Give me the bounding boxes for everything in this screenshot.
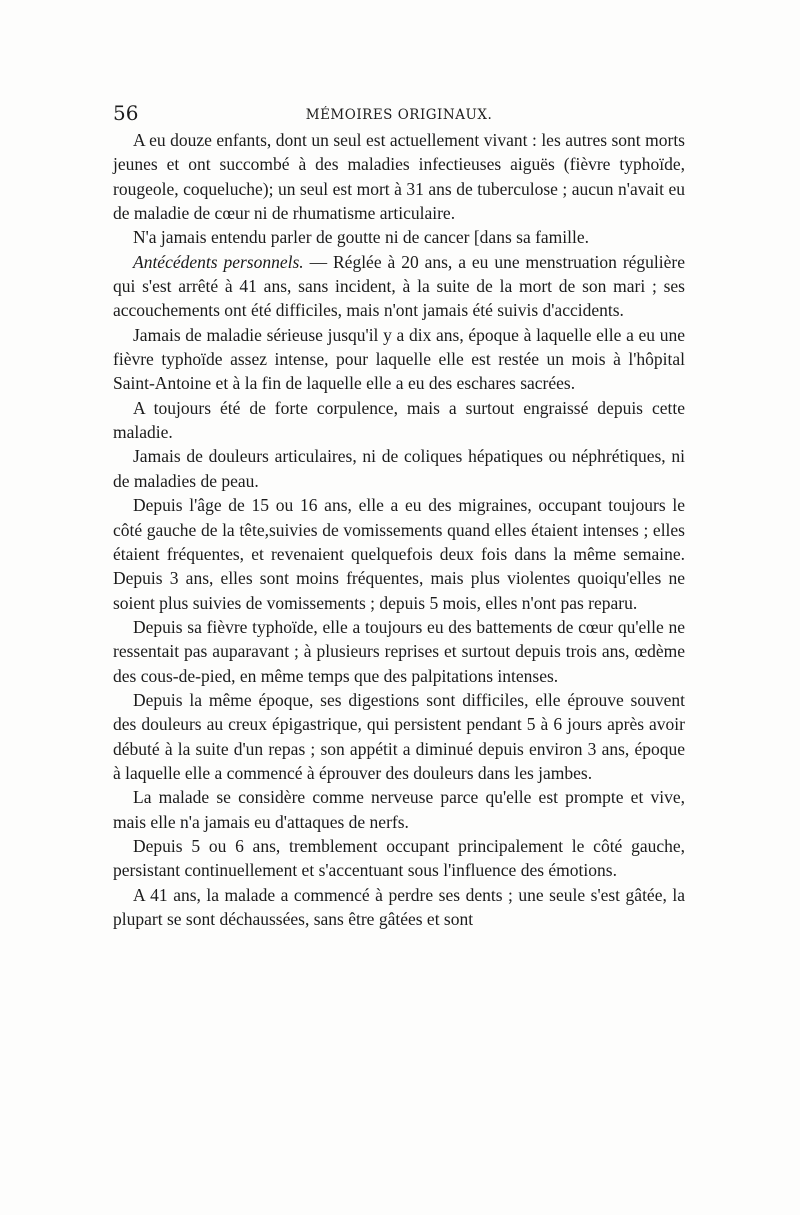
paragraph: Jamais de maladie sérieuse jusqu'il y a dix ans, époque à laquelle elle a eu une fièvre typhoïde assez intense, pour laquelle elle est restée un mois à l'hôpital Saint-Antoine et à la fin de laquelle elle a eu des eschares sacrées.: [113, 324, 685, 394]
body-text: [113, 128, 685, 931]
paragraph: Depuis sa fièvre typhoïde, elle a toujours eu des battements de cœur qu'elle ne ressentait pas auparavant ; à plusieurs reprises et surtout depuis trois ans, œdème des cous-de-pied, en même temps que des palpitations intenses.: [113, 616, 685, 686]
page-number: 56: [113, 101, 139, 125]
paragraph-text: — Réglée à 20 ans, a eu une menstruation régulière qui s'est arrêté à 41 ans, sans incident, à la suite de la mort de son mari ; ses accouchements ont été difficiles, mais n'ont jamais été suivis d'accidents.: [113, 251, 685, 321]
paragraph: Depuis 5 ou 6 ans, tremblement occupant principalement le côté gauche, persistant continuellement et s'accentuant sous l'influence des émotions.: [113, 835, 685, 881]
paragraph: Jamais de douleurs articulaires, ni de coliques hépatiques ou néphrétiques, ni de maladies de peau.: [113, 446, 685, 491]
paragraph: A toujours été de forte corpulence, mais a surtout engraissé depuis cette maladie.: [113, 397, 685, 443]
paragraph: Depuis l'âge de 15 ou 16 ans, elle a eu des migraines, occupant toujours le côté gauche de la tête,suivies de vomissements quand elles étaient intenses ; elles étaient fréquentes, et revenaient quelquefois deux fois dans la même semaine. Depuis 3 ans, elles sont moins fréquentes, mais plus violentes quoiqu'elles ne soient plus suivies de vomissements ; depuis 5 mois, elles n'ont pas reparu.: [113, 495, 685, 613]
running-title: MÉMOIRES ORIGINAUX.: [305, 107, 493, 123]
paragraph: N'a jamais entendu parler de goutte ni de cancer [dans sa famille.: [133, 227, 590, 248]
paragraph: [113, 250, 685, 323]
paragraph: Depuis la même époque, ses digestions sont difficiles, elle éprouve souvent des douleurs au creux épigastrique, qui persistent pendant 5 à 6 jours après avoir débuté à la suite d'un repas ; son appétit a diminué depuis environ 3 ans, époque à laquelle elle a commencé à éprouver des douleurs dans les jambes.: [113, 689, 685, 783]
paragraph: La malade se considère comme nerveuse parce qu'elle est prompte et vive, mais elle n'a jamais eu d'attaques de nerfs.: [113, 787, 685, 832]
paragraph: A eu douze enfants, dont un seul est actuellement vivant : les autres sont morts jeunes et ont succombé à des maladies infectieuses aiguës (fièvre typhoïde, rougeole, coqueluche); un seul est mort à 31 ans de tuberculose ; aucun n'avait eu de maladie de cœur ni de rhumatisme articulaire.: [113, 130, 685, 224]
section-heading: Antécédents personnels.: [133, 251, 304, 272]
page-header: [113, 98, 685, 128]
paragraph: A 41 ans, la malade a commencé à perdre ses dents ; une seule s'est gâtée, la plupart se sont déchaussées, sans être gâtées et sont: [113, 884, 685, 929]
